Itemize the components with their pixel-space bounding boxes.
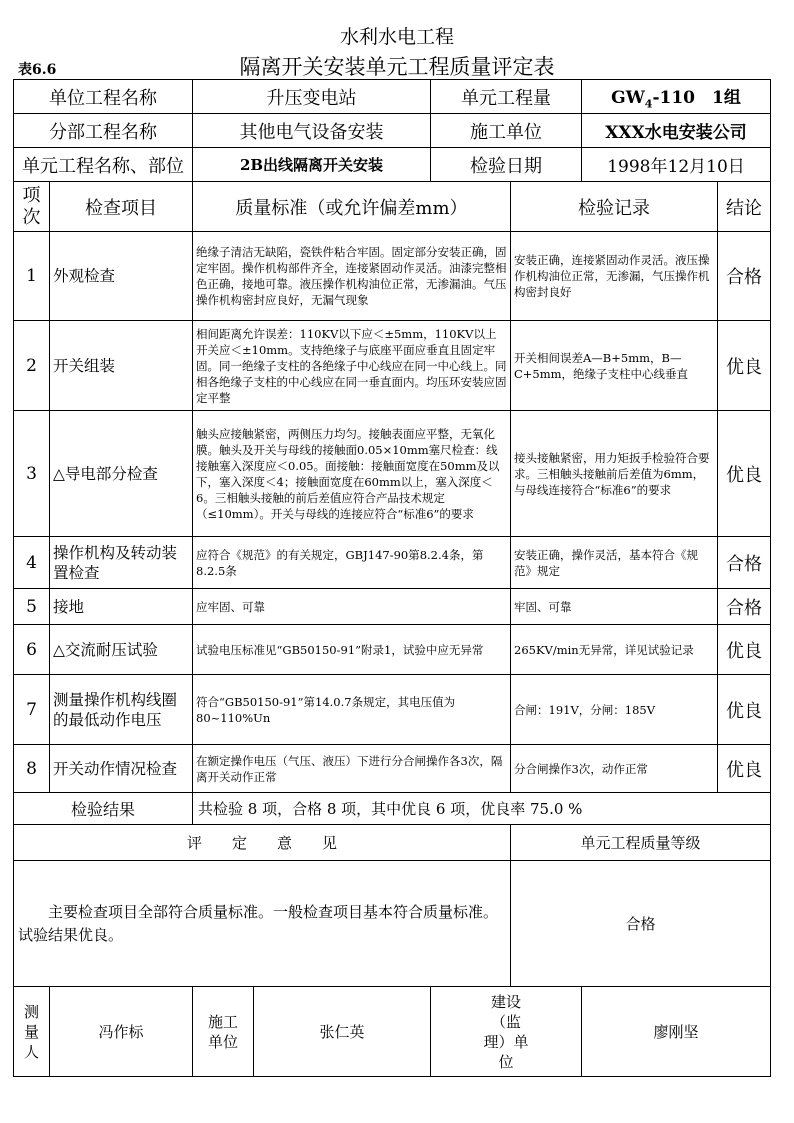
- table-row: [14, 537, 771, 589]
- date-label: 检验日期: [431, 148, 582, 182]
- row-item: 外观检查: [50, 232, 193, 321]
- summary-label: 检验结果: [14, 793, 193, 825]
- row-no: 6: [14, 625, 50, 675]
- col-header-item: 检查项目: [50, 182, 193, 232]
- surveyor-label: 测量人: [14, 987, 50, 1077]
- row-record: 安装正确，操作灵活，基本符合《规范》规定: [511, 537, 718, 589]
- row-standard: 触头应接触紧密，两侧压力均匀。接触表面应平整，无氧化膜。触头及开关与母线的接触面0.05×10mm塞尺检查：线接触塞入深度应＜0.05。面接触：接触面宽度在50mm及以下，塞入深度＜4；接触面宽度在60mm以上，塞入深度＜6。三相触头接触的前后差值应符合产品技术规定（≤10mm）。开关与母线的连接应符合“标准6”的要求: [193, 411, 511, 537]
- row-standard: 相间距离允许误差：110KV以下应＜±5mm，110KV以上开关应＜±10mm。支持绝缘子与底座平面应垂直且固定牢固。同一绝缘子支柱的各绝缘子中心线应在同一中心线上。同相各绝缘子支柱的中心线应在同一垂直面内。均压环安装应固定平整: [193, 321, 511, 411]
- row-standard: 绝缘子清洁无缺陷，瓷铁件粘合牢固。固定部分安装正确，固定牢固。操作机构部件齐全，连接紧固动作灵活。油漆完整相色正确，接地可靠。液压操作机构油位正常，无渗漏油。气压操作机构密封应良好，无漏气现象: [193, 232, 511, 321]
- row-no: 1: [14, 232, 50, 321]
- row-item: 接地: [50, 589, 193, 625]
- row-standard: 应符合《规范》的有关规定，GBJ147-90第8.2.4条，第8.2.5条: [193, 537, 511, 589]
- row-standard: 符合“GB50150-91”第14.0.7条规定，其电压值为80~110%Un: [193, 675, 511, 745]
- row-standard: 试验电压标准见“GB50150-91”附录1，试验中应无异常: [193, 625, 511, 675]
- row-item: 开关动作情况检查: [50, 745, 193, 793]
- unit-project-value: 升压变电站: [193, 80, 431, 114]
- row-no: 3: [14, 411, 50, 537]
- row-result: 合格: [718, 232, 771, 321]
- summary-text: 共检验 8 项，合格 8 项，其中优良 6 项，优良率 75.0 %: [193, 793, 771, 825]
- row-result: 合格: [718, 537, 771, 589]
- row-no: 5: [14, 589, 50, 625]
- table-row: [14, 232, 771, 321]
- row-item: 测量操作机构线圈的最低动作电压: [50, 675, 193, 745]
- row-record: 合闸：191V，分闸：185V: [511, 675, 718, 745]
- construction-name: 张仁英: [254, 987, 431, 1077]
- row-item: △交流耐压试验: [50, 625, 193, 675]
- row-result: 优良: [718, 321, 771, 411]
- row-no: 8: [14, 745, 50, 793]
- opinion-header: 评 定 意 见: [14, 825, 511, 861]
- col-header-no: 项次: [14, 182, 50, 232]
- row-result: 合格: [718, 589, 771, 625]
- row-record: 牢固、可靠: [511, 589, 718, 625]
- surveyor-name: 冯作标: [50, 987, 193, 1077]
- table-row: [14, 321, 771, 411]
- row-standard: 应牢固、可靠: [193, 589, 511, 625]
- element-label: 单元工程名称、部位: [14, 148, 193, 182]
- table-row: [14, 625, 771, 675]
- col-header-standard: 质量标准（或允许偏差mm）: [193, 182, 511, 232]
- row-result: 优良: [718, 745, 771, 793]
- quantity-value-rest: -110 1组: [652, 87, 741, 108]
- row-record: 安装正确，连接紧固动作灵活。液压操作机构油位正常，无渗漏，气压操作机构密封良好: [511, 232, 718, 321]
- sub-project-label: 分部工程名称: [14, 114, 193, 148]
- quantity-value-sub: 4: [644, 97, 653, 111]
- contractor-label: 施工单位: [431, 114, 582, 148]
- col-header-result: 结论: [718, 182, 771, 232]
- quantity-label: 单元工程量: [431, 80, 582, 114]
- opinion-text: 主要检查项目全部符合质量标准。一般检查项目基本符合质量标准。试验结果优良。: [14, 861, 511, 987]
- date-value: 1998年12月10日: [582, 148, 771, 182]
- row-item: △导电部分检查: [50, 411, 193, 537]
- grade-value: 合格: [511, 861, 771, 987]
- row-standard: 在额定操作电压（气压、液压）下进行分合闸操作各3次，隔离开关动作正常: [193, 745, 511, 793]
- owner-label: 建设（监理）单位: [431, 987, 582, 1077]
- row-record: 265KV/min无异常，详见试验记录: [511, 625, 718, 675]
- row-no: 4: [14, 537, 50, 589]
- org-name: 水利水电工程: [339, 26, 454, 48]
- form-title: 隔离开关安装单元工程质量评定表: [239, 55, 555, 79]
- table-row: [14, 675, 771, 745]
- table-number: 表6.6: [18, 62, 57, 78]
- row-result: 优良: [718, 675, 771, 745]
- quantity-value-main: GW: [611, 87, 645, 108]
- sub-project-value: 其他电气设备安装: [193, 114, 431, 148]
- row-result: 优良: [718, 411, 771, 537]
- row-record: 接头接触紧密，用力矩扳手检验符合要求。三相触头接触前后差值为6mm，与母线连接符合“标准6”的要求: [511, 411, 718, 537]
- row-item: 开关组装: [50, 321, 193, 411]
- unit-project-label: 单位工程名称: [14, 80, 193, 114]
- quality-assessment-table: [13, 79, 771, 1077]
- construction-label: 施工单位: [193, 987, 254, 1077]
- row-no: 2: [14, 321, 50, 411]
- table-row: [14, 745, 771, 793]
- owner-name: 廖刚坚: [582, 987, 771, 1077]
- row-no: 7: [14, 675, 50, 745]
- table-row: [14, 589, 771, 625]
- col-header-record: 检验记录: [511, 182, 718, 232]
- row-record: 开关相间误差A—B+5mm，B—C+5mm，绝缘子支柱中心线垂直: [511, 321, 718, 411]
- element-value: 2B出线隔离开关安装: [193, 148, 431, 182]
- contractor-value: XXX水电安装公司: [582, 114, 771, 148]
- grade-header: 单元工程质量等级: [511, 825, 771, 861]
- table-row: [14, 411, 771, 537]
- row-record: 分合闸操作3次，动作正常: [511, 745, 718, 793]
- row-item: 操作机构及转动装置检查: [50, 537, 193, 589]
- row-result: 优良: [718, 625, 771, 675]
- quantity-value: [582, 80, 771, 114]
